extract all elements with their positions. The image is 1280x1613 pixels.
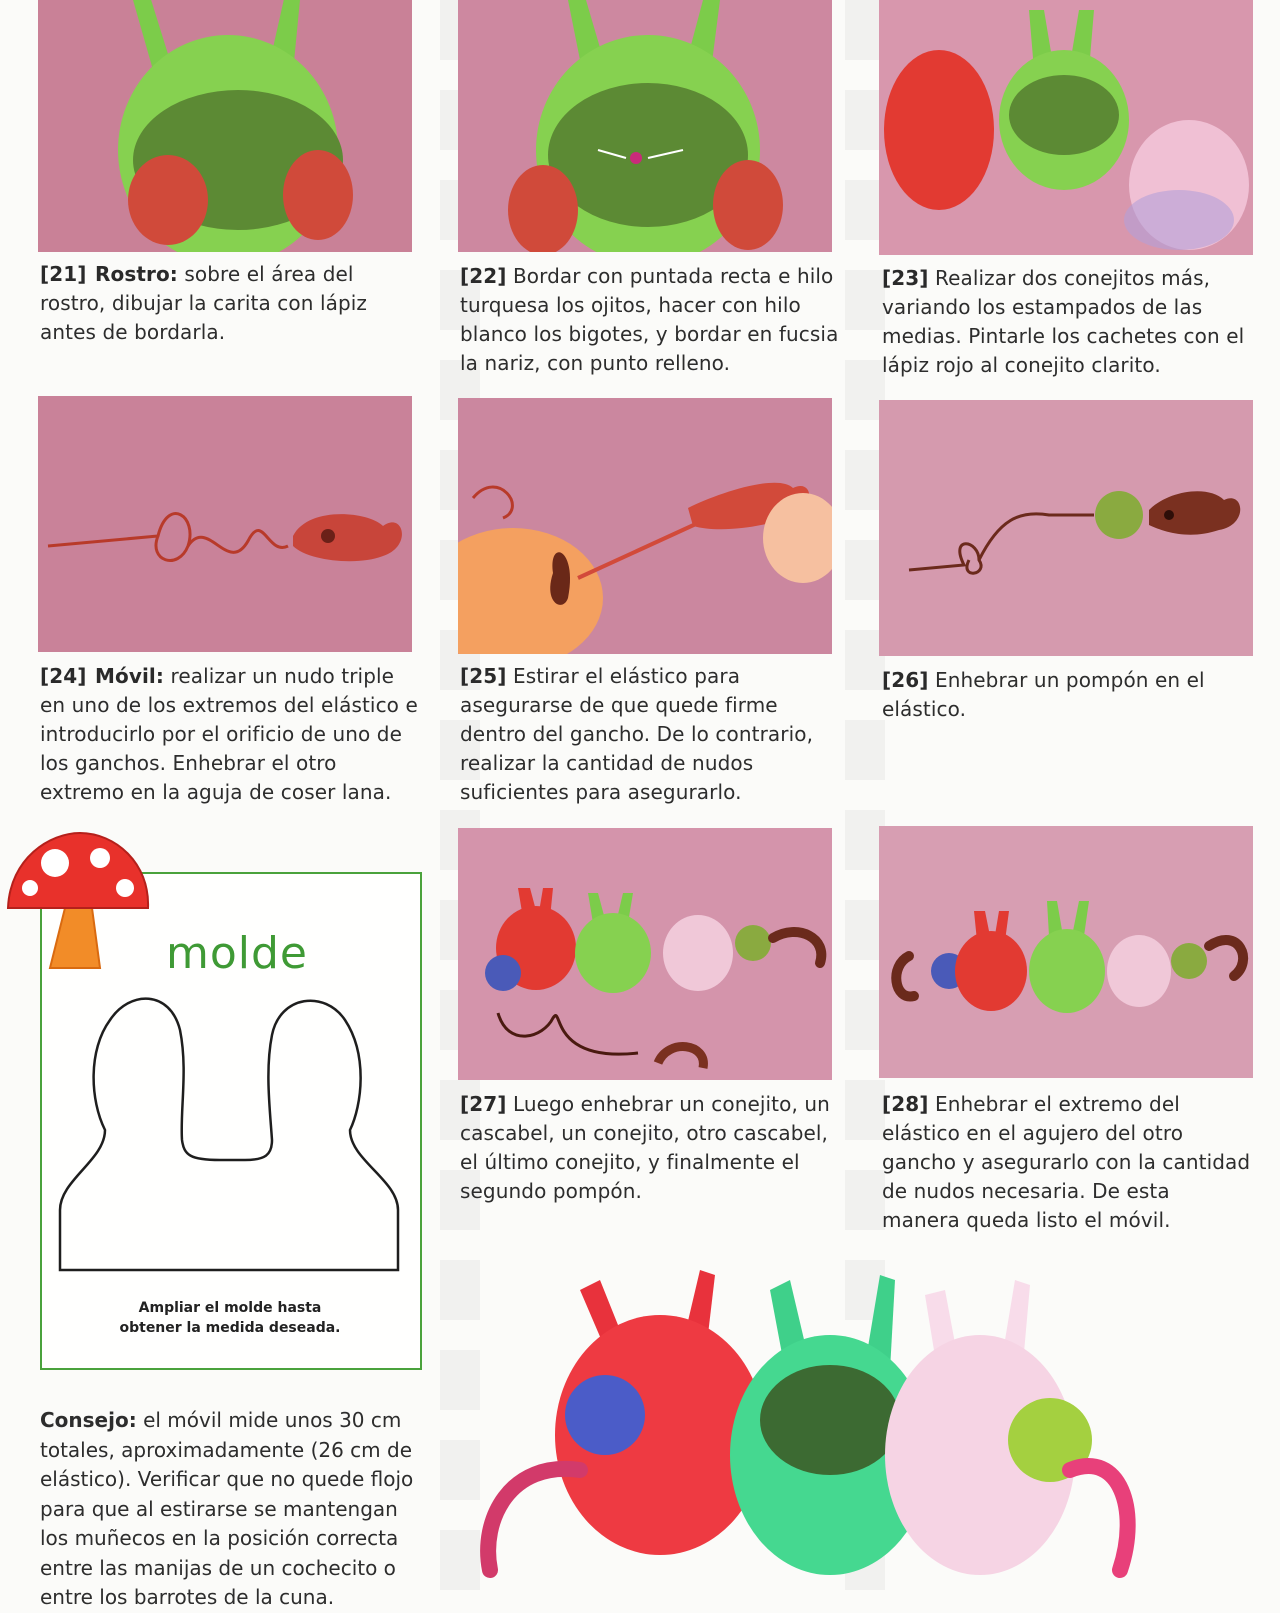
tip-paragraph (40, 1406, 430, 1613)
tip-lead: Consejo: (40, 1408, 137, 1432)
caption-step-26: [26] Enhebrar un pompón en el elástico. (882, 668, 1205, 721)
photo-step-27 (458, 828, 832, 1080)
caption-step-22: [22] Bordar con puntada recta e hilo turquesa los ojitos, hacer con hilo blanco los bigotes, y bordar en fucsia la nariz, con punto relleno. (460, 264, 839, 375)
photo-step-25 (458, 398, 832, 654)
caption-step-21: [21] Rostro: sobre el área del rostro, dibujar la carita con lápiz antes de bordarla. (40, 262, 368, 344)
caption-step-27: [27] Luego enhebrar un conejito, un cascabel, un conejito, otro cascabel, el último conejito, y finalmente el segundo pompón. (460, 1092, 830, 1203)
caption-step-23: [23] Realizar dos conejitos más, variando los estampados de las medias. Pintarle los cachetes con el lápiz rojo al conejito clarito. (882, 266, 1245, 377)
mold-template-outline (50, 990, 410, 1280)
photo-step-28 (879, 826, 1253, 1078)
photo-finished-mobile (470, 1270, 1260, 1600)
mold-note-line-1: Ampliar el molde hasta (138, 1300, 322, 1316)
tip-text: el móvil mide unos 30 cm totales, aproximadamente (26 cm de elástico). Verificar que no quede flojo para que al estirarse se mantengan los muñecos en la posición correcta entre las manijas de un cochecito o entre los barrotes de la cuna. (40, 1408, 414, 1609)
photo-step-26 (879, 400, 1253, 656)
mold-note (60, 1298, 400, 1338)
mushroom-icon (0, 828, 155, 973)
mold-note-line-2: obtener la medida deseada. (119, 1320, 341, 1336)
photo-step-24 (38, 396, 412, 652)
photo-step-23 (879, 0, 1253, 255)
photo-step-21 (38, 0, 412, 252)
caption-step-24: [24] Móvil: realizar un nudo triple en uno de los extremos del elástico e introducirlo por el orificio de uno de los ganchos. Enhebrar el otro extremo en la aguja de coser lana. (40, 664, 418, 804)
mold-title: molde (166, 928, 309, 979)
caption-step-28: [28] Enhebrar el extremo del elástico en el agujero del otro gancho y asegurarlo con la cantidad de nudos necesaria. De esta manera queda listo el móvil. (882, 1092, 1251, 1232)
caption-step-25: [25] Estirar el elástico para asegurarse de que quede firme dentro del gancho. De lo contrario, realizar la cantidad de nudos suficientes para asegurarlo. (460, 664, 814, 804)
photo-step-22 (458, 0, 832, 252)
